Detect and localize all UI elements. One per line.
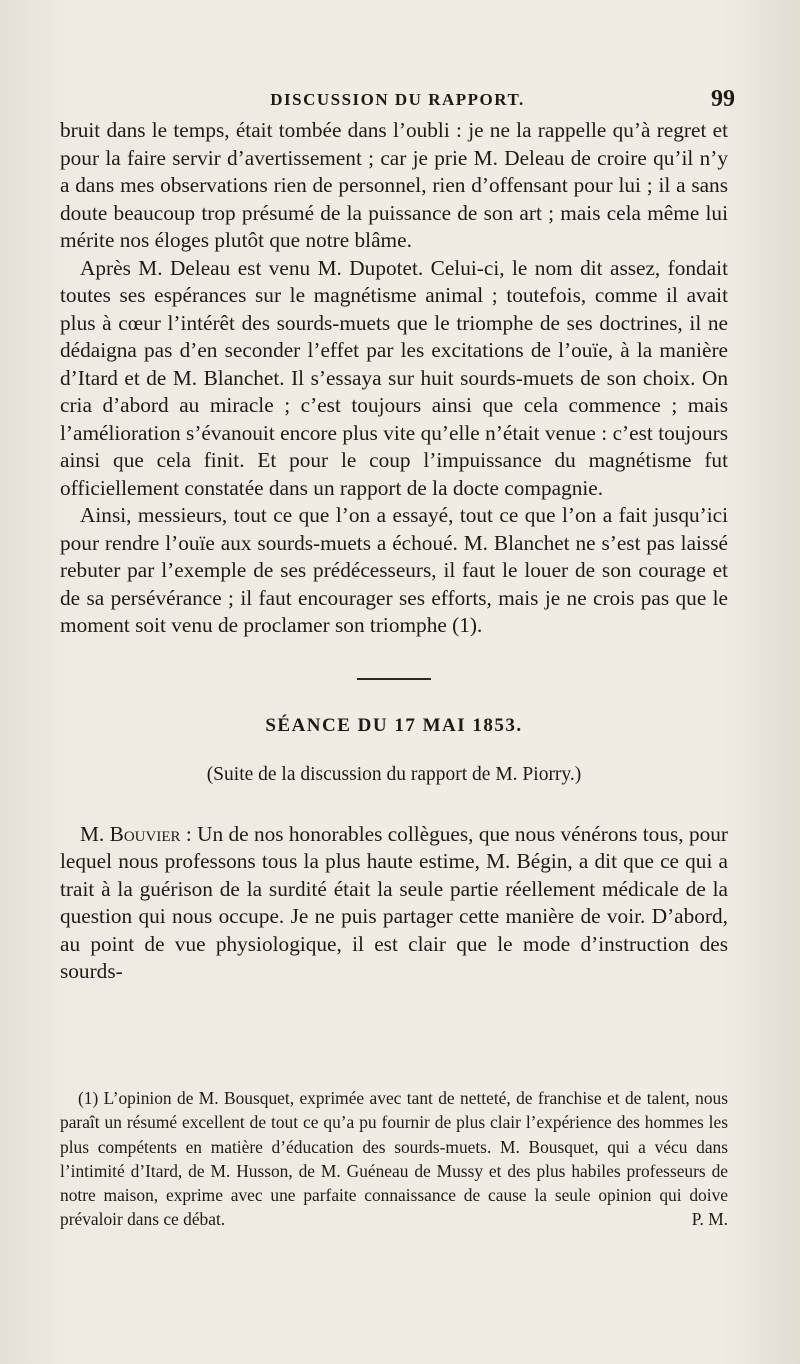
page-number: 99 — [711, 86, 735, 112]
speech-paragraph — [60, 821, 728, 986]
main-text — [60, 117, 728, 986]
footnote-text: (1) L’opinion de M. Bousquet, exprimée avec tant de netteté, de franchise et de talent, nous paraît un résumé excellent de tout ce qu’a pu fournir de plus clair l’expérience des hommes les plus compétents en matière d’éducation des sourds-muets. M. Bousquet, qui a vécu dans l’intimité d’Itard, de M. Husson, de M. Guéneau de Mussy et des plus habiles professeurs de notre maison, exprime avec une parfaite connaissance de cause la seule opinion qui doive prévaloir dans ce débat. P. M. — [60, 1086, 728, 1232]
page-header — [60, 86, 735, 114]
speaker-name: M. Bouvier : — [80, 821, 192, 846]
paragraph: bruit dans le temps, était tombée dans l’oubli : je ne la rappelle qu’à regret et pour la faire servir d’avertissement ; car je prie M. Deleau de croire qu’il n’y a dans mes observations rien de personnel, rien d’offensant pour lui ; il a sans doute beaucoup trop présumé de la puissance de son art ; mais cela même lui mérite nos éloges plutôt que notre blâme. — [60, 118, 728, 252]
session-heading: SÉANCE DU 17 MAI 1853. — [265, 714, 523, 736]
paragraph: Ainsi, messieurs, tout ce que l’on a essayé, tout ce que l’on a fait jusqu’ici pour rendre l’ouïe aux sourds-muets a échoué. M. Blanchet ne s’est pas laissé rebuter par l’exemple de ses prédécesseurs, il faut le louer de son courage et de sa persévérance ; il faut encourager ses efforts, mais je ne crois pas que le moment soit venu de proclamer son triomphe (1). — [60, 503, 728, 637]
footnote — [60, 1086, 728, 1232]
session-subheading: (Suite de la discussion du rapport de M. Piorry.) — [206, 764, 582, 785]
footnote-signature: P. M. — [691, 1209, 728, 1230]
speech-text: Un de nos honorables collègues, que nous vénérons tous, pour lequel nous professons tous la plus haute estime, M. Bégin, a dit que ce qui a trait à la guérison de la surdité était la seule partie réellement médicale de la question qui nous occupe. Je ne puis partager cette manière de voir. D’abord, au point de vue physiologique, il est clair que le mode d’instruction des sourds- — [60, 821, 728, 983]
paragraph: Après M. Deleau est venu M. Dupotet. Celui-ci, le nom dit assez, fondait toutes ses espérances sur le magnétisme animal ; toutefois, comme il avait plus à cœur l’intérêt des sourds-muets que le triomphe de ses doctrines, il ne dédaigna pas d’en seconder l’effet par les excitations de l’ouïe, à la manière d’Itard et de M. Blanchet. Il s’essaya sur huit sourds-muets de son choix. On cria d’abord au miracle ; c’est toujours ainsi que cela commence ; mais l’amélioration s’évanouit encore plus vite qu’elle n’était venue : c’est toujours ainsi que cela finit. Et pour le coup l’impuissance du magnétisme fut officiellement constatée dans un rapport de la docte compagnie. — [60, 255, 728, 500]
running-title: DISCUSSION DU RAPPORT. — [270, 90, 525, 109]
section-divider — [357, 678, 431, 680]
